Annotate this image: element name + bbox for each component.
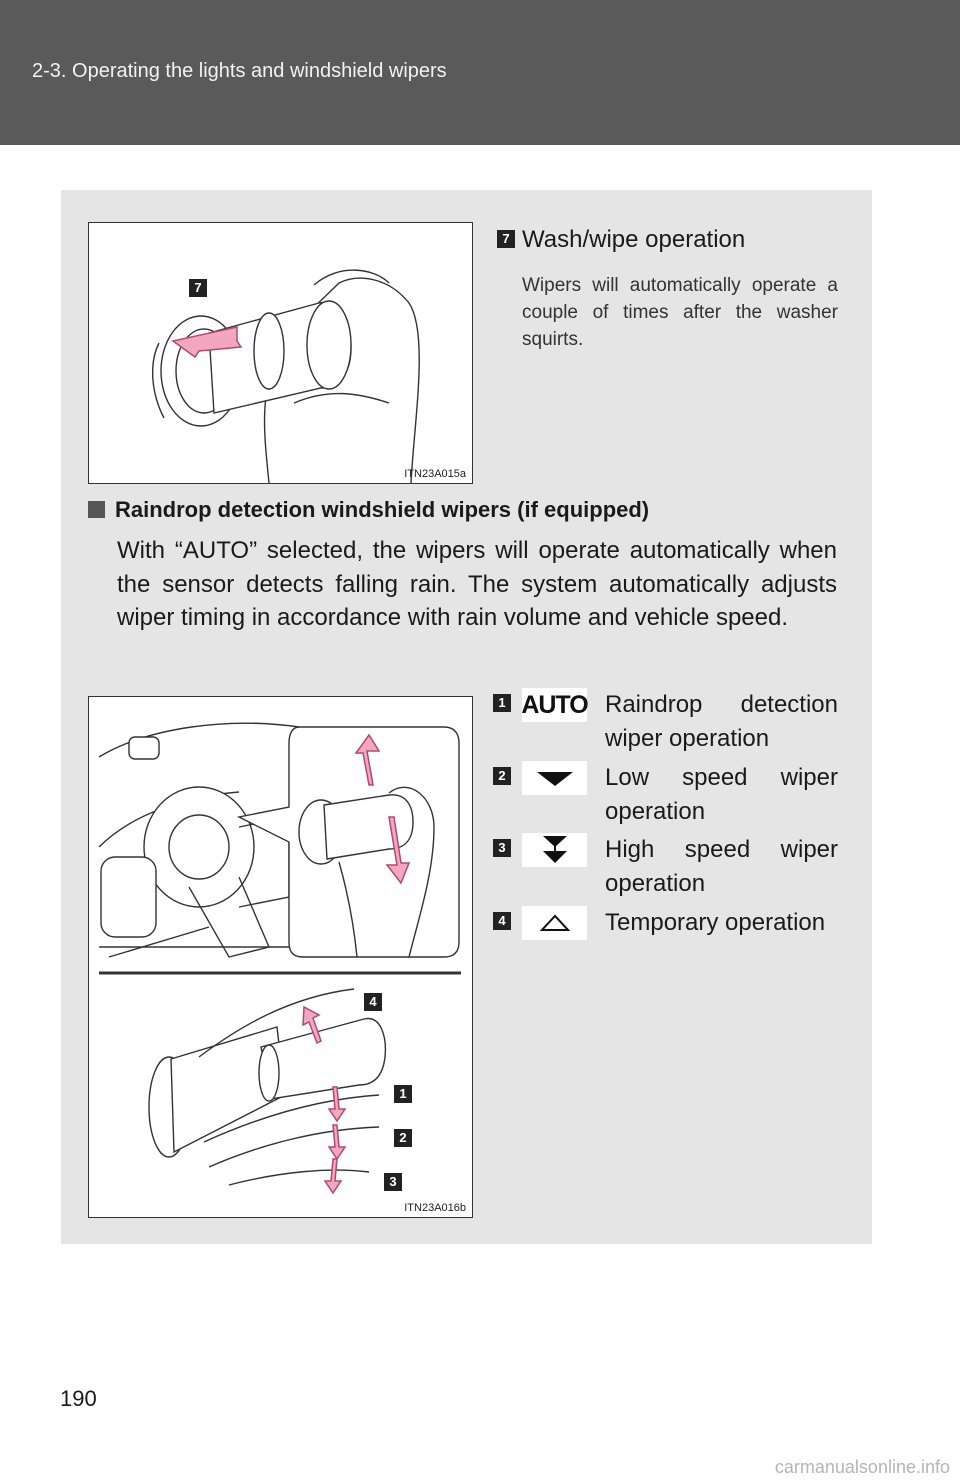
callout-badge-3: 3 <box>384 1173 402 1191</box>
figure-wash-wipe <box>88 222 473 484</box>
callout-badge-1: 1 <box>394 1085 412 1103</box>
page-number: 190 <box>60 1386 97 1411</box>
page-header <box>0 0 960 145</box>
low-speed-icon <box>522 761 587 795</box>
mode-row-temporary <box>493 906 838 942</box>
square-bullet-icon <box>88 501 105 518</box>
section-heading <box>88 497 649 523</box>
mode-label-high: High speed wiper operation <box>605 836 838 897</box>
high-speed-icon <box>522 833 587 867</box>
section-heading-text: Raindrop detection windshield wipers (if equipped) <box>115 497 650 522</box>
mode-badge-4: 4 <box>493 912 511 930</box>
mode-label-temporary: Temporary operation <box>605 909 826 936</box>
figure-raindrop-wiper <box>88 696 473 1218</box>
wiper-lever-illustration <box>89 223 473 484</box>
mode-badge-2: 2 <box>493 767 511 785</box>
auto-icon-text: AUTO <box>521 690 588 719</box>
figure-code-2: ITN23A016b <box>404 1202 466 1214</box>
item-badge-7: 7 <box>497 230 515 248</box>
mode-badge-3: 3 <box>493 839 511 857</box>
section-paragraph: With “AUTO” selected, the wipers will operate automatically when the sensor detects falling rain. The system automatically adjusts wiper timing in accordance with rain volume and vehicle speed. <box>117 537 837 631</box>
mode-badge-1: 1 <box>493 694 511 712</box>
figure-code: ITN23A015a <box>404 468 466 480</box>
auto-icon <box>522 688 587 722</box>
wash-wipe-title: Wash/wipe operation <box>522 226 746 253</box>
callout-badge-4: 4 <box>364 993 382 1011</box>
mode-row-auto <box>493 688 838 758</box>
watermark: carmanualsonline.info <box>774 1457 950 1477</box>
wash-wipe-description: Wipers will automatically operate a couple of times after the washer squirts. <box>522 275 838 350</box>
section-title: 2-3. Operating the lights and windshield wipers <box>32 60 447 82</box>
callout-badge-2: 2 <box>394 1129 412 1147</box>
callout-badge-7: 7 <box>189 279 207 297</box>
temporary-icon <box>522 906 587 940</box>
dashboard-wiper-illustration <box>89 697 473 1218</box>
mode-row-high <box>493 833 838 903</box>
mode-row-low <box>493 761 838 831</box>
mode-label-auto: Raindrop detection wiper operation <box>605 691 838 752</box>
mode-label-low: Low speed wiper operation <box>605 764 838 825</box>
